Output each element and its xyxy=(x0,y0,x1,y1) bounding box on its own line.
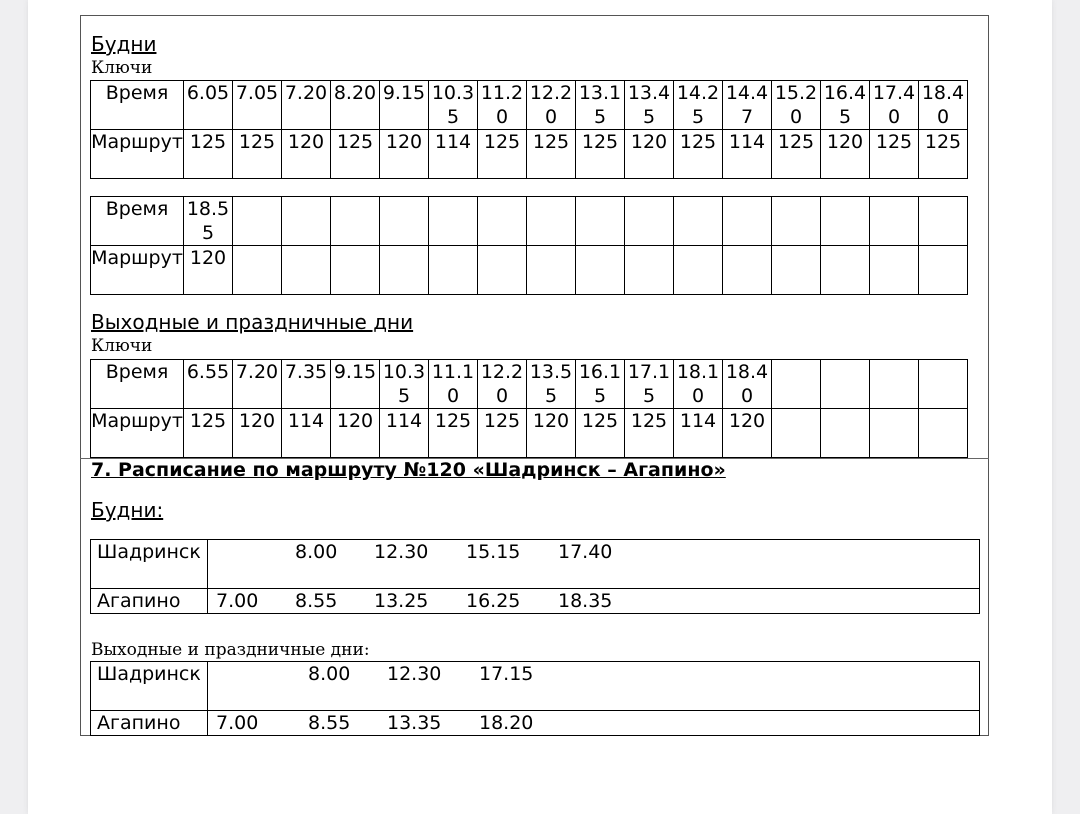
route-number-cell xyxy=(821,409,870,458)
stop-name: Агапино xyxy=(91,711,208,736)
stop-row xyxy=(91,589,980,614)
departure-times xyxy=(208,711,980,736)
departure-time: 18.35 xyxy=(558,590,613,612)
route-120-weekend-table xyxy=(90,661,980,736)
route-number-cell: 125 xyxy=(919,130,968,179)
route-number-cell xyxy=(233,246,282,295)
departure-time: 7.00 xyxy=(216,590,259,612)
departure-time: 16.25 xyxy=(466,590,521,612)
departure-time-cell: 8.20 xyxy=(331,81,380,130)
departure-time-cell: 7.20 xyxy=(233,360,282,409)
time-row xyxy=(91,197,968,246)
departure-time-cell xyxy=(576,197,625,246)
departure-time-cell: 10.35 xyxy=(429,81,478,130)
route-number-cell xyxy=(723,246,772,295)
departure-time: 12.30 xyxy=(387,663,442,685)
departure-time-cell: 7.35 xyxy=(282,360,331,409)
route-number-cell: 120 xyxy=(184,246,233,295)
route-number-cell: 120 xyxy=(233,409,282,458)
departure-time: 8.00 xyxy=(295,541,338,563)
departure-time: 8.00 xyxy=(308,663,351,685)
route-number-cell xyxy=(870,246,919,295)
route-number-cell: 125 xyxy=(429,409,478,458)
route-number-cell: 125 xyxy=(233,130,282,179)
departure-time-cell xyxy=(478,197,527,246)
departure-time-cell: 17.40 xyxy=(870,81,919,130)
route-number-cell xyxy=(331,246,380,295)
route-row xyxy=(91,130,968,179)
departure-time-cell: 7.20 xyxy=(282,81,331,130)
departure-time: 12.30 xyxy=(374,541,429,563)
departure-time-cell xyxy=(282,197,331,246)
time-row-label: Время xyxy=(91,360,184,409)
route-number-cell xyxy=(919,409,968,458)
departure-time-cell: 18.40 xyxy=(919,81,968,130)
departure-time-cell: 18.10 xyxy=(674,360,723,409)
departure-time-cell xyxy=(870,197,919,246)
weekend-schedule-table xyxy=(90,359,968,458)
departure-time-cell xyxy=(331,197,380,246)
route-number-cell: 125 xyxy=(576,409,625,458)
stop-name: Шадринск xyxy=(91,540,208,589)
departure-time-cell xyxy=(674,197,723,246)
time-row-label: Время xyxy=(91,197,184,246)
route-row-label: Маршрут xyxy=(91,409,184,458)
route-number-cell: 114 xyxy=(282,409,331,458)
departure-time-cell: 13.55 xyxy=(527,360,576,409)
departure-time-cell xyxy=(772,197,821,246)
section-7-weekdays-heading: Будни: xyxy=(91,498,164,522)
route-number-cell xyxy=(674,246,723,295)
departure-time: 7.00 xyxy=(216,712,259,734)
weekday-schedule-continuation-table xyxy=(90,196,968,295)
departure-times xyxy=(208,540,980,589)
route-row xyxy=(91,409,968,458)
departure-time-cell xyxy=(723,197,772,246)
departure-time-cell xyxy=(870,360,919,409)
departure-time-cell: 18.40 xyxy=(723,360,772,409)
departure-time-cell: 11.10 xyxy=(429,360,478,409)
departure-time: 13.25 xyxy=(374,590,429,612)
departure-time: 15.15 xyxy=(466,541,521,563)
time-row-label: Время xyxy=(91,81,184,130)
weekday-schedule-table xyxy=(90,80,968,179)
route-number-cell xyxy=(821,246,870,295)
route-number-cell xyxy=(772,409,821,458)
route-number-cell xyxy=(380,246,429,295)
route-number-cell: 125 xyxy=(527,130,576,179)
route-number-cell xyxy=(576,246,625,295)
route-number-cell xyxy=(919,246,968,295)
route-number-cell: 120 xyxy=(380,130,429,179)
departure-time-cell: 15.20 xyxy=(772,81,821,130)
section-7-title: 7. Расписание по маршруту №120 «Шадринск – Агапино» xyxy=(91,459,726,481)
route-number-cell: 114 xyxy=(723,130,772,179)
route-number-cell: 125 xyxy=(870,130,919,179)
route-number-cell: 120 xyxy=(331,409,380,458)
departure-time-cell: 14.47 xyxy=(723,81,772,130)
route-number-cell: 120 xyxy=(625,130,674,179)
route-120-weekday-table xyxy=(90,539,980,614)
route-number-cell: 114 xyxy=(429,130,478,179)
section-7-weekend-heading: Выходные и праздничные дни: xyxy=(91,640,370,660)
departure-time-cell: 6.55 xyxy=(184,360,233,409)
stop-row xyxy=(91,662,980,711)
departure-time: 17.40 xyxy=(558,541,613,563)
time-row xyxy=(91,360,968,409)
departure-time: 18.20 xyxy=(479,712,534,734)
departure-time-cell: 16.15 xyxy=(576,360,625,409)
stop-name: Шадринск xyxy=(91,662,208,711)
departure-time-cell: 13.45 xyxy=(625,81,674,130)
route-number-cell: 120 xyxy=(821,130,870,179)
departure-time-cell xyxy=(380,197,429,246)
departure-time-cell: 14.25 xyxy=(674,81,723,130)
departure-time-cell xyxy=(527,197,576,246)
route-number-cell: 120 xyxy=(282,130,331,179)
departure-time-cell: 13.15 xyxy=(576,81,625,130)
route-number-cell: 114 xyxy=(674,409,723,458)
departure-time: 8.55 xyxy=(295,590,338,612)
departure-time: 8.55 xyxy=(308,712,351,734)
route-number-cell: 125 xyxy=(674,130,723,179)
stop-name: Агапино xyxy=(91,589,208,614)
route-number-cell: 125 xyxy=(478,130,527,179)
departure-times xyxy=(208,589,980,614)
departure-time-cell xyxy=(625,197,674,246)
route-row xyxy=(91,246,968,295)
departure-time-cell: 9.15 xyxy=(331,360,380,409)
departure-time-cell xyxy=(429,197,478,246)
departure-time-cell: 18.55 xyxy=(184,197,233,246)
stop-row xyxy=(91,711,980,736)
departure-times xyxy=(208,662,980,711)
route-number-cell: 125 xyxy=(478,409,527,458)
route-number-cell xyxy=(429,246,478,295)
departure-time-cell: 11.20 xyxy=(478,81,527,130)
keys-label: Ключи xyxy=(91,336,153,356)
route-number-cell xyxy=(282,246,331,295)
route-row-label: Маршрут xyxy=(91,246,184,295)
departure-time-cell xyxy=(821,360,870,409)
route-row-label: Маршрут xyxy=(91,130,184,179)
route-number-cell xyxy=(772,246,821,295)
route-number-cell xyxy=(870,409,919,458)
route-number-cell: 120 xyxy=(723,409,772,458)
route-number-cell xyxy=(625,246,674,295)
departure-time-cell: 12.20 xyxy=(527,81,576,130)
route-number-cell xyxy=(478,246,527,295)
departure-time-cell xyxy=(821,197,870,246)
departure-time-cell xyxy=(919,360,968,409)
route-number-cell: 125 xyxy=(184,409,233,458)
departure-time-cell: 9.15 xyxy=(380,81,429,130)
route-number-cell xyxy=(527,246,576,295)
departure-time-cell: 7.05 xyxy=(233,81,282,130)
keys-label: Ключи xyxy=(91,58,153,78)
route-number-cell: 114 xyxy=(380,409,429,458)
route-number-cell: 125 xyxy=(772,130,821,179)
route-number-cell: 125 xyxy=(576,130,625,179)
departure-time: 17.15 xyxy=(479,663,534,685)
weekdays-heading: Будни xyxy=(91,32,157,56)
weekend-heading: Выходные и праздничные дни xyxy=(91,310,414,334)
route-number-cell: 125 xyxy=(331,130,380,179)
departure-time-cell xyxy=(772,360,821,409)
time-row xyxy=(91,81,968,130)
route-number-cell: 125 xyxy=(184,130,233,179)
departure-time-cell: 12.20 xyxy=(478,360,527,409)
route-number-cell: 125 xyxy=(625,409,674,458)
route-number-cell: 120 xyxy=(527,409,576,458)
departure-time-cell: 6.05 xyxy=(184,81,233,130)
departure-time-cell: 17.15 xyxy=(625,360,674,409)
departure-time-cell xyxy=(919,197,968,246)
departure-time-cell: 16.45 xyxy=(821,81,870,130)
departure-time: 13.35 xyxy=(387,712,442,734)
departure-time-cell: 10.35 xyxy=(380,360,429,409)
departure-time-cell xyxy=(233,197,282,246)
stop-row xyxy=(91,540,980,589)
